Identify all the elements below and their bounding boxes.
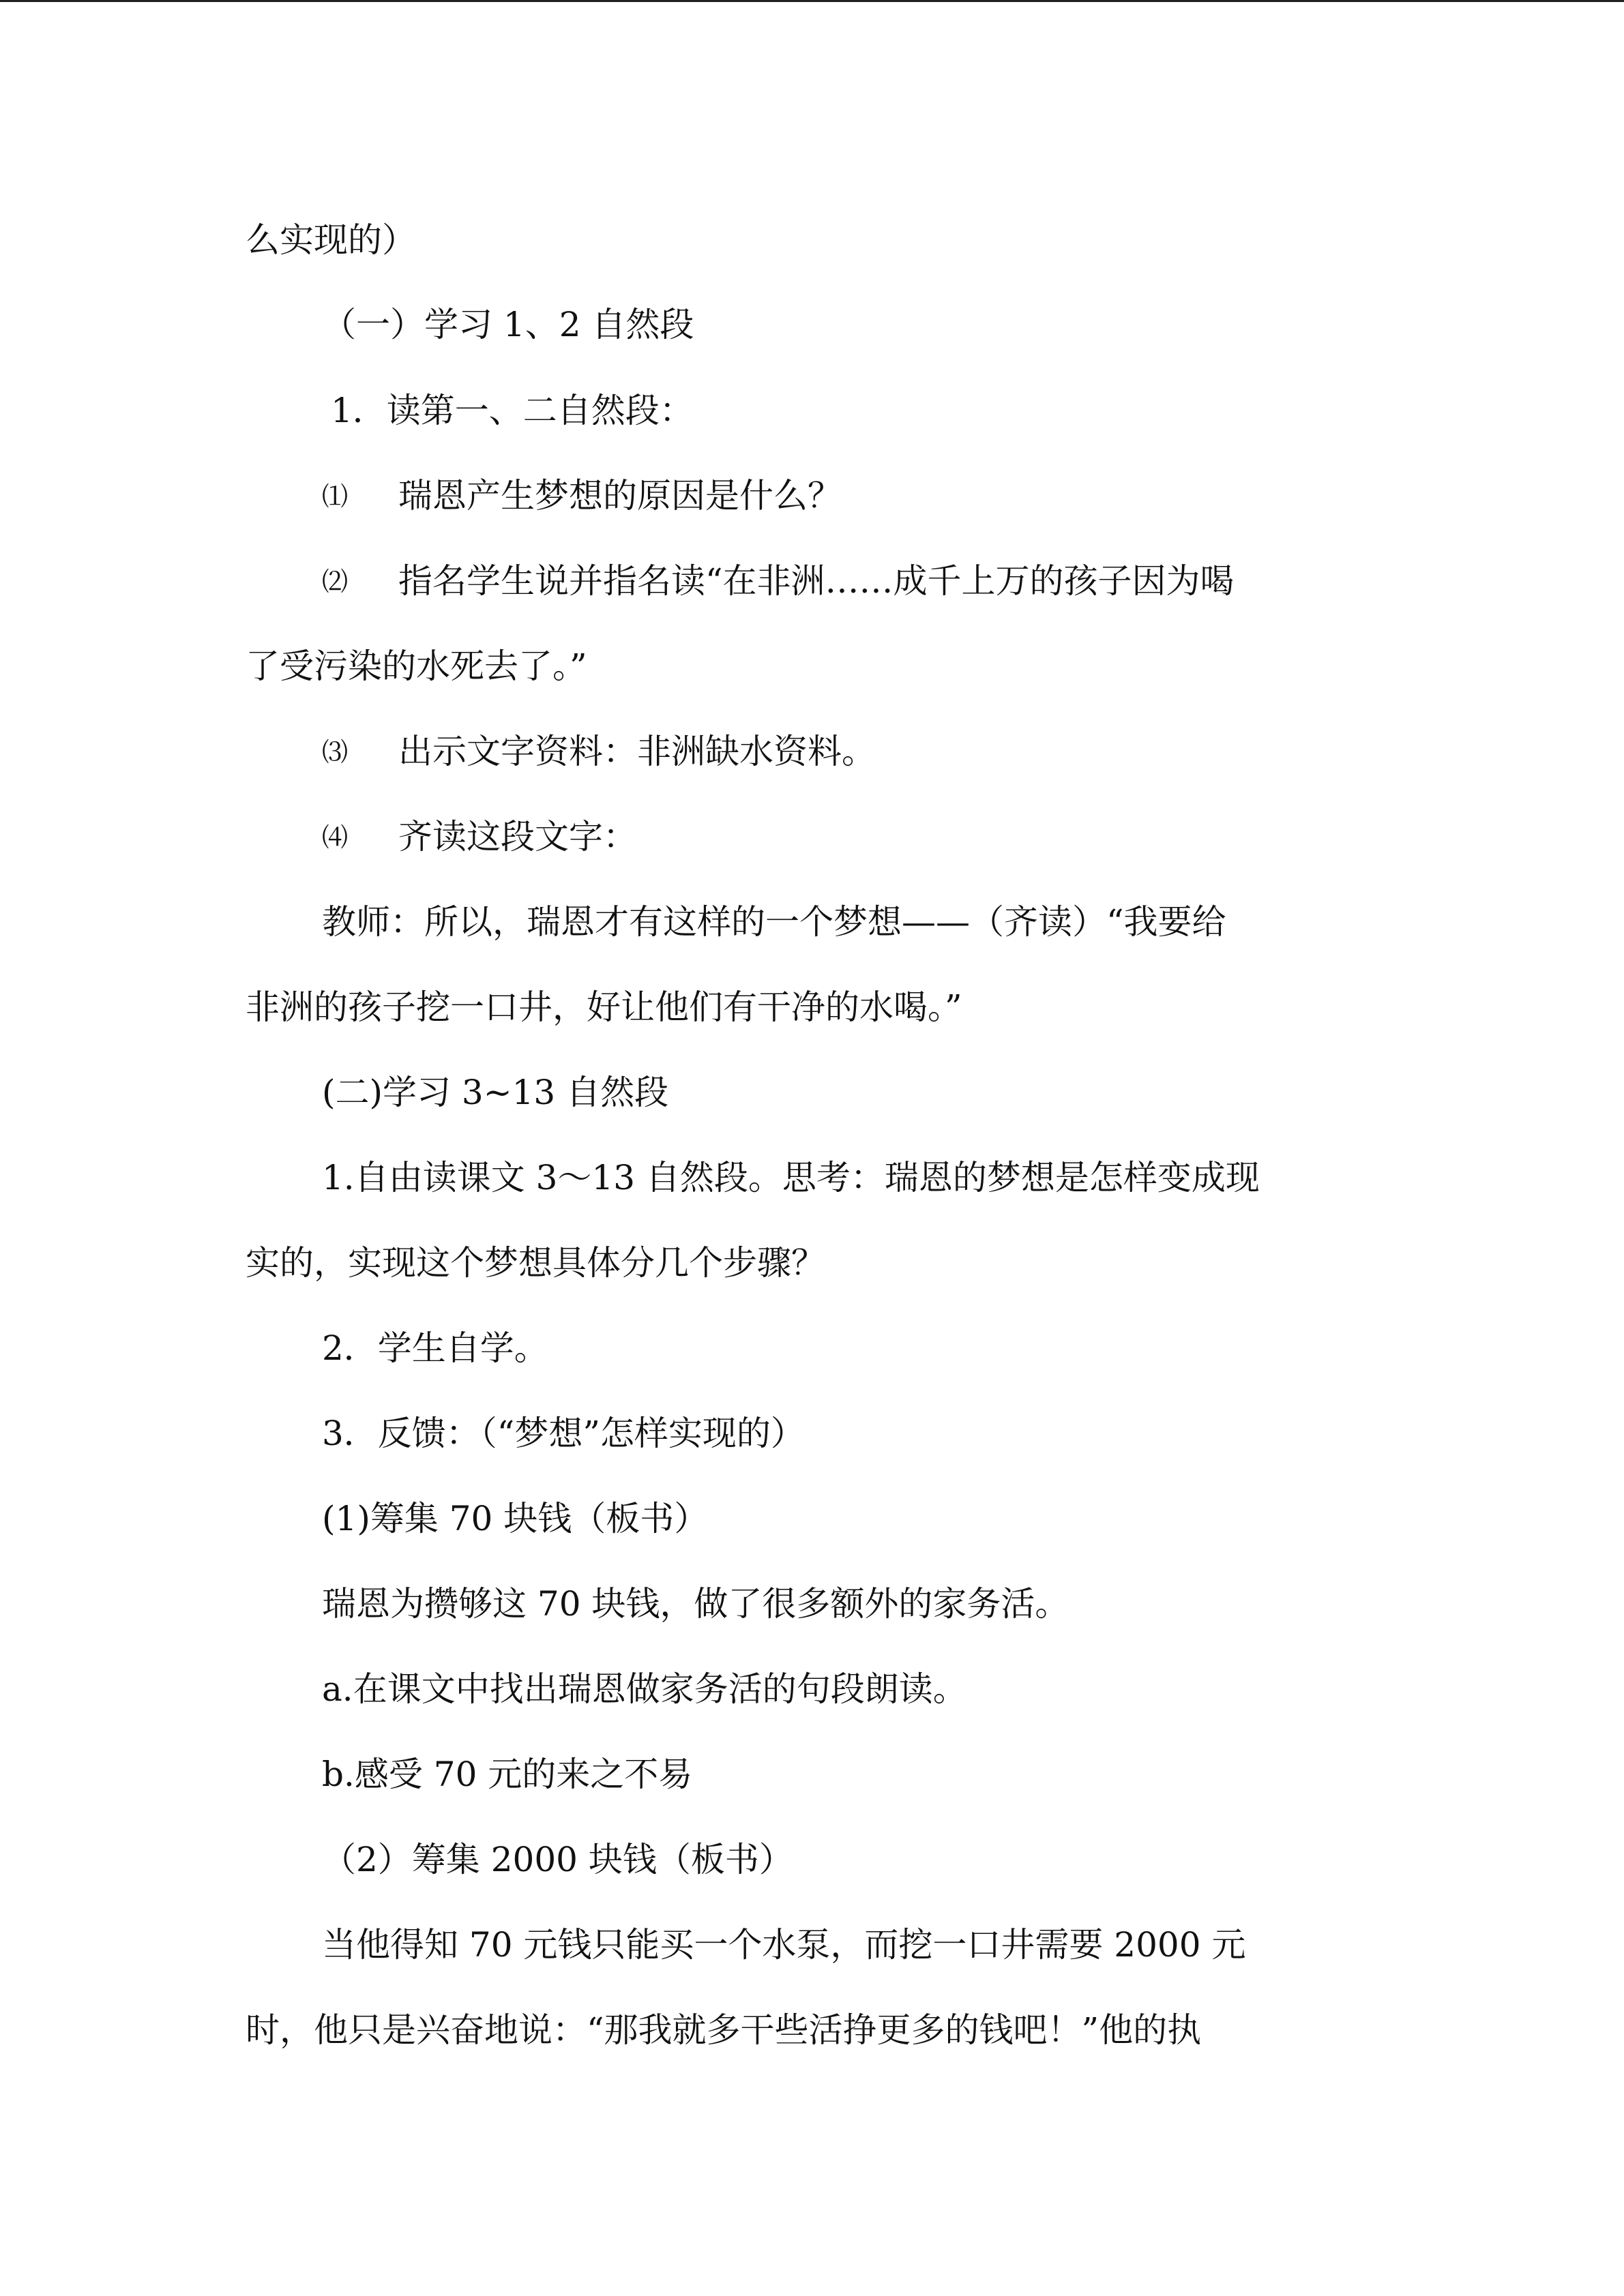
text-line: 实的，实现这个梦想具体分几个步骤？ xyxy=(246,1243,825,1283)
numbered-item xyxy=(322,475,842,517)
item-marker: ⑷ xyxy=(322,822,349,852)
item-marker: ⑴ xyxy=(322,481,349,511)
text-line: 教师：所以，瑞恩才有这样的一个梦想——（齐读）“我要给 xyxy=(322,902,1226,942)
text-line: (1)筹集 70 块钱（板书） xyxy=(322,1499,709,1538)
numbered-item xyxy=(322,561,1235,602)
section-heading-2: (二)学习 3~13 自然段 xyxy=(322,1073,669,1112)
text-line: 1.自由读课文 3～13 自然段。思考：瑞恩的梦想是怎样变成现 xyxy=(322,1158,1260,1197)
section-heading-1: （一）学习 1、2 自然段 xyxy=(322,305,694,344)
text-line: 当他得知 70 元钱只能买一个水泵，而挖一口井需要 2000 元 xyxy=(322,1925,1246,1965)
text-line: 2．学生自学。 xyxy=(322,1328,548,1368)
text-line: 时，他只是兴奋地说：“那我就多干些活挣更多的钱吧！”他的执 xyxy=(246,2010,1202,2050)
text-line: 瑞恩为攒够这 70 块钱，做了很多额外的家务活。 xyxy=(322,1584,1069,1624)
text-line: （2）筹集 2000 块钱（板书） xyxy=(322,1840,793,1879)
numbered-item xyxy=(322,816,637,858)
item-text: 出示文字资料：非洲缺水资料。 xyxy=(398,732,876,771)
item-marker: ⑵ xyxy=(322,567,349,597)
text-line: 么实现的） xyxy=(246,220,416,260)
item-text: 指名学生说并指名读“在非洲……成千上万的孩子因为喝 xyxy=(398,561,1235,601)
page-top-rule xyxy=(0,0,1624,2)
text-line: b.感受 70 元的来之不易 xyxy=(322,1755,693,1794)
text-line: 3．反馈：（“梦想”怎样实现的） xyxy=(322,1414,805,1453)
numbered-item xyxy=(322,731,876,773)
item-marker: ⑶ xyxy=(322,737,349,767)
item-text: 齐读这段文字： xyxy=(398,817,637,856)
text-line: 非洲的孩子挖一口井，好让他们有干净的水喝。” xyxy=(246,987,962,1027)
text-line: 了受污染的水死去了。” xyxy=(246,646,587,686)
text-line: a.在课文中找出瑞恩做家务活的句段朗读。 xyxy=(322,1669,967,1709)
step-heading: 1．读第一、二自然段： xyxy=(331,391,694,430)
item-text: 瑞恩产生梦想的原因是什么？ xyxy=(398,476,842,516)
